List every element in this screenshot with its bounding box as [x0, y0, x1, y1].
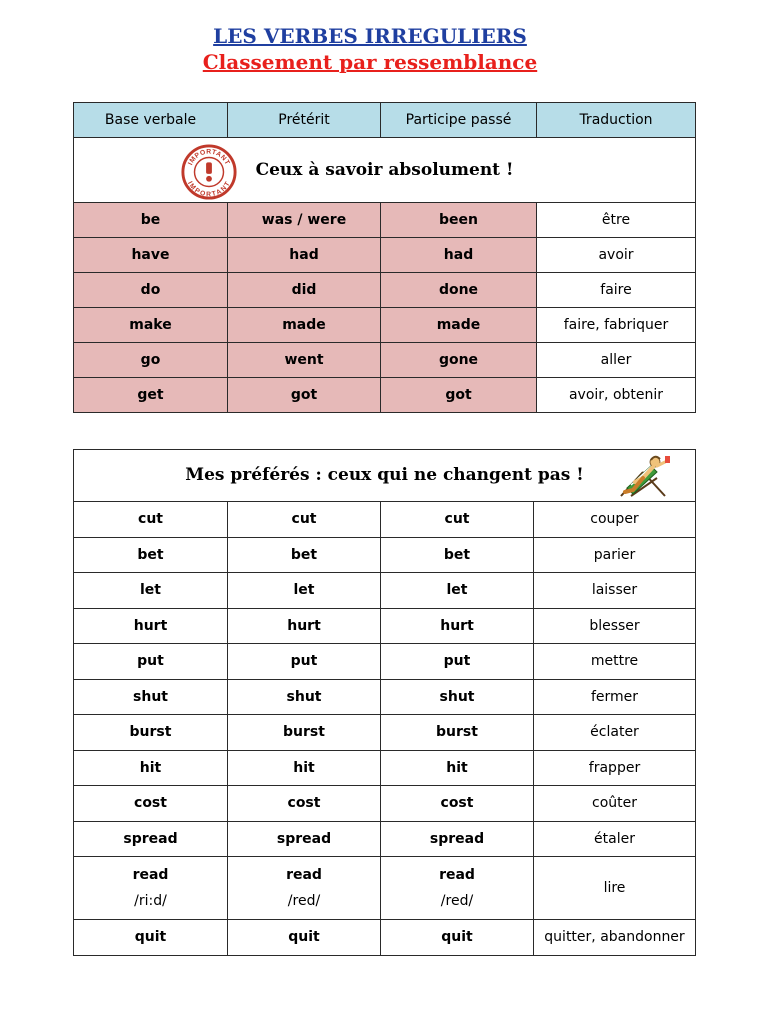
- preterit: burst: [228, 715, 381, 751]
- base-verb: have: [74, 238, 228, 273]
- preterit: did: [228, 273, 381, 308]
- base-verb: go: [74, 343, 228, 378]
- preterit: bet: [228, 537, 381, 573]
- table-row: [74, 343, 696, 378]
- translation: mettre: [534, 644, 696, 680]
- table-row: [74, 537, 696, 573]
- unchanging-banner-text: Mes préférés : ceux qui ne changent pas !: [185, 465, 584, 485]
- past-participle: quit: [381, 920, 534, 956]
- table-row: [74, 920, 696, 956]
- table-row: [74, 750, 696, 786]
- preterit: cut: [228, 502, 381, 538]
- base-verb: get: [74, 378, 228, 413]
- preterit: had: [228, 238, 381, 273]
- past-participle: shut: [381, 679, 534, 715]
- base-verb: make: [74, 308, 228, 343]
- svg-text:IMPORTANT: [186, 180, 232, 198]
- translation: faire: [537, 273, 696, 308]
- translation: fermer: [534, 679, 696, 715]
- essential-verbs-table: [73, 102, 696, 413]
- preterit: shut: [228, 679, 381, 715]
- table-row: [74, 715, 696, 751]
- table-row-read: [74, 857, 696, 920]
- translation: couper: [534, 502, 696, 538]
- base-verb: shut: [74, 679, 228, 715]
- preterit: [228, 857, 381, 920]
- translation: avoir: [537, 238, 696, 273]
- essential-banner: [74, 138, 696, 203]
- past-participle: bet: [381, 537, 534, 573]
- past-participle: cut: [381, 502, 534, 538]
- header-row: [74, 103, 696, 138]
- base-verb: let: [74, 573, 228, 609]
- stamp-text-bottom: IMPORTANT: [186, 180, 232, 199]
- base-verb: spread: [74, 821, 228, 857]
- past-participle: hurt: [381, 608, 534, 644]
- essential-banner-text: Ceux à savoir absolument !: [255, 160, 514, 180]
- base-verb: hit: [74, 750, 228, 786]
- translation: éclater: [534, 715, 696, 751]
- preterit: got: [228, 378, 381, 413]
- preterit: was / were: [228, 203, 381, 238]
- important-stamp-icon: [180, 143, 238, 201]
- preterit: quit: [228, 920, 381, 956]
- base-verb: hurt: [74, 608, 228, 644]
- translation: être: [537, 203, 696, 238]
- base-verb: cost: [74, 786, 228, 822]
- past-participle: made: [381, 308, 537, 343]
- preterit: cost: [228, 786, 381, 822]
- page-subtitle: Classement par ressemblance: [202, 50, 538, 74]
- table-row: [74, 821, 696, 857]
- translation: coûter: [534, 786, 696, 822]
- participle-word: read: [439, 867, 475, 883]
- base-verb: bet: [74, 537, 228, 573]
- preterit: put: [228, 644, 381, 680]
- header-base: Base verbale: [74, 103, 228, 138]
- translation: frapper: [534, 750, 696, 786]
- base-verb: cut: [74, 502, 228, 538]
- table-row: [74, 573, 696, 609]
- base-verb: be: [74, 203, 228, 238]
- past-participle: let: [381, 573, 534, 609]
- table-row: [74, 238, 696, 273]
- unchanging-banner-row: [74, 450, 696, 502]
- translation: avoir, obtenir: [537, 378, 696, 413]
- translation: étaler: [534, 821, 696, 857]
- table-row: [74, 273, 696, 308]
- table-row: [74, 608, 696, 644]
- table-row: [74, 378, 696, 413]
- header-preterit: Prétérit: [228, 103, 381, 138]
- header-participle: Participe passé: [381, 103, 537, 138]
- unchanging-verbs-table: [73, 449, 696, 956]
- table-row: [74, 203, 696, 238]
- translation: laisser: [534, 573, 696, 609]
- past-participle: hit: [381, 750, 534, 786]
- header-translation: Traduction: [537, 103, 696, 138]
- past-participle: done: [381, 273, 537, 308]
- participle-pronunciation: /red/: [440, 893, 474, 909]
- preterit: spread: [228, 821, 381, 857]
- preterit: went: [228, 343, 381, 378]
- unchanging-banner: [74, 450, 696, 502]
- stamp-text-top: IMPORTANT: [187, 148, 231, 167]
- translation: lire: [534, 857, 696, 920]
- preterit: hurt: [228, 608, 381, 644]
- base-verb-word: read: [132, 867, 169, 883]
- table-row: [74, 679, 696, 715]
- preterit: let: [228, 573, 381, 609]
- base-verb: burst: [74, 715, 228, 751]
- base-verb: [74, 857, 228, 920]
- preterit: hit: [228, 750, 381, 786]
- table-row: [74, 786, 696, 822]
- page-title: LES VERBES IRREGULIERS: [213, 24, 527, 48]
- table-row: [74, 308, 696, 343]
- past-participle: been: [381, 203, 537, 238]
- translation: parier: [534, 537, 696, 573]
- base-verb: quit: [74, 920, 228, 956]
- past-participle: had: [381, 238, 537, 273]
- base-verb-pronunciation: /ri:d/: [134, 893, 167, 909]
- preterit-word: read: [286, 867, 322, 883]
- past-participle: burst: [381, 715, 534, 751]
- essential-banner-row: [74, 138, 696, 203]
- past-participle: got: [381, 378, 537, 413]
- base-verb: put: [74, 644, 228, 680]
- table-row: [74, 644, 696, 680]
- base-verb: do: [74, 273, 228, 308]
- translation: faire, fabriquer: [537, 308, 696, 343]
- table-row: [74, 502, 696, 538]
- translation: aller: [537, 343, 696, 378]
- past-participle: spread: [381, 821, 534, 857]
- past-participle: gone: [381, 343, 537, 378]
- past-participle: cost: [381, 786, 534, 822]
- translation: blesser: [534, 608, 696, 644]
- preterit-pronunciation: /red/: [287, 893, 321, 909]
- relaxing-person-icon: [613, 452, 675, 500]
- past-participle: [381, 857, 534, 920]
- preterit: made: [228, 308, 381, 343]
- past-participle: put: [381, 644, 534, 680]
- translation: quitter, abandonner: [534, 920, 696, 956]
